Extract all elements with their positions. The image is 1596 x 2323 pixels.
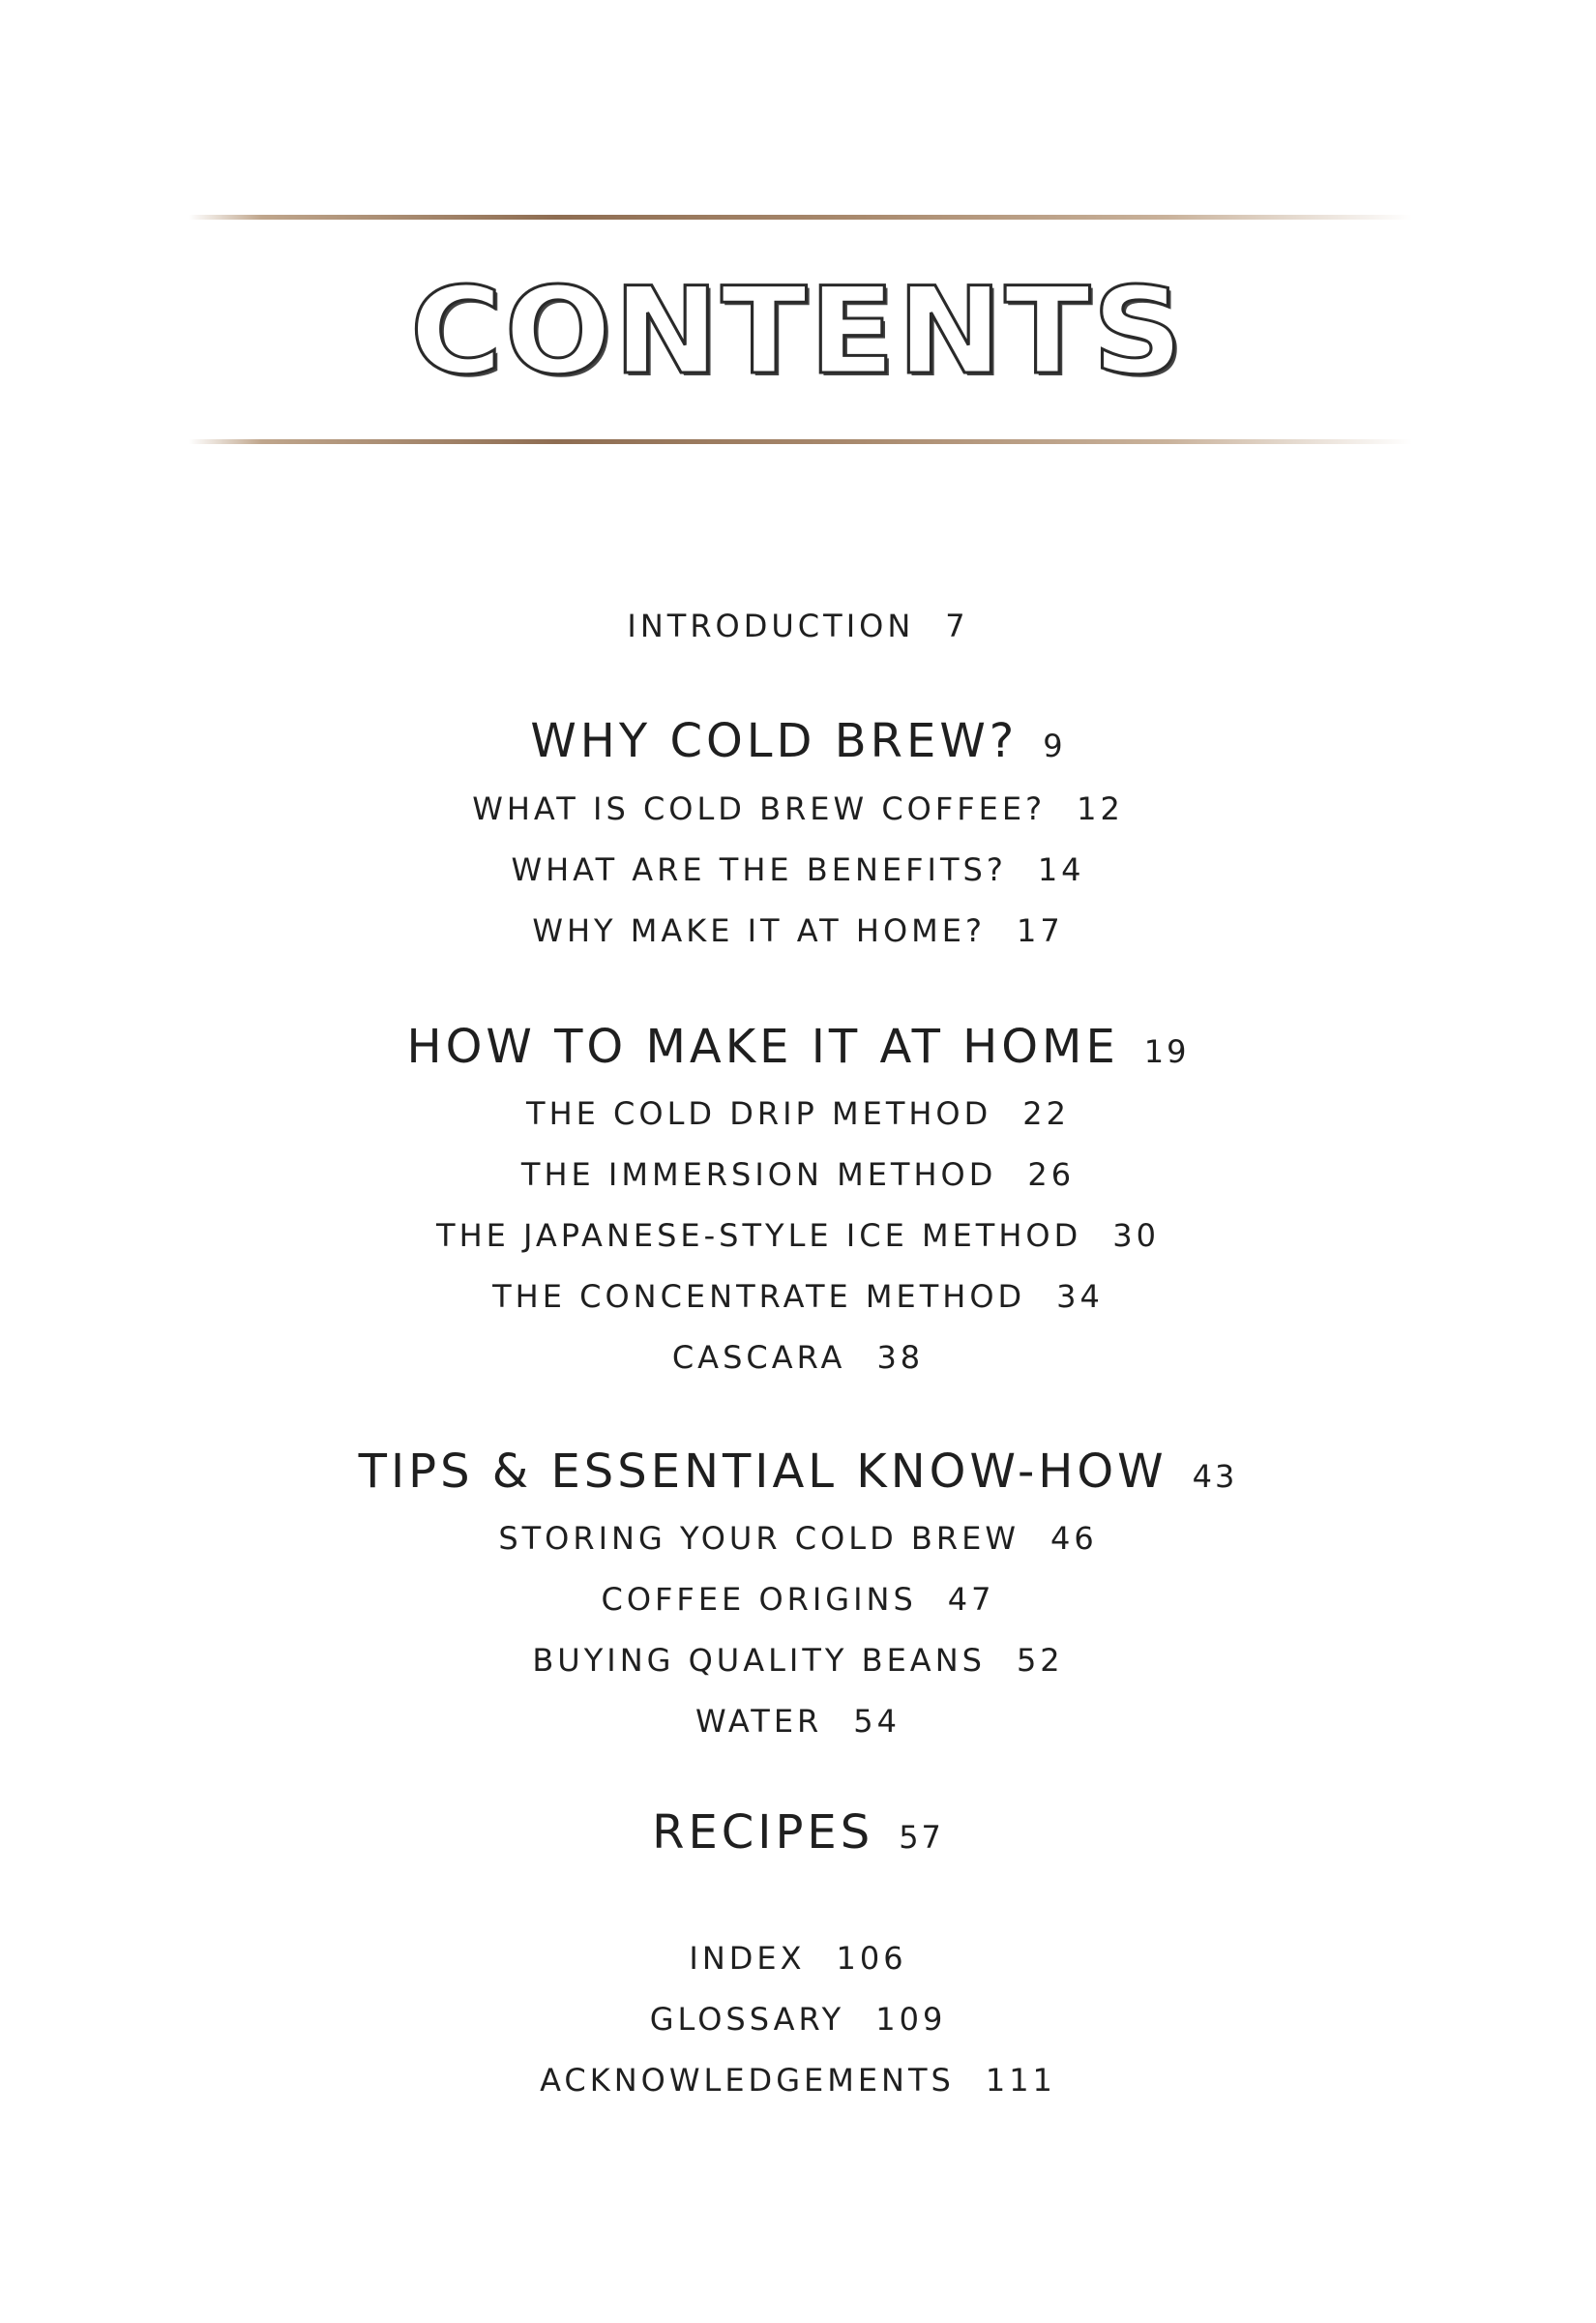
toc-entry-index: [0, 1939, 1596, 1978]
toc-entry-page: 111: [985, 2062, 1056, 2099]
toc-entry-page: 17: [1016, 912, 1064, 949]
toc-entry-label: INDEX: [689, 1940, 806, 1977]
toc-section-page: 57: [899, 1819, 944, 1856]
toc-entry-label: THE IMMERSION METHOD: [520, 1156, 997, 1193]
toc-entry-label: WATER: [695, 1703, 823, 1740]
toc-section-page: 9: [1043, 728, 1066, 764]
toc-section-tips: [0, 1444, 1596, 1504]
toc-entry-label: ACKNOWLEDGEMENTS: [540, 2062, 955, 2099]
toc-entry-label: WHAT IS COLD BREW COFFEE?: [472, 790, 1047, 827]
top-decorative-rule: [189, 215, 1412, 220]
toc-entry-label: GLOSSARY: [649, 2001, 845, 2038]
toc-entry-label: THE JAPANESE-STYLE ICE METHOD: [436, 1217, 1082, 1254]
toc-entry-acknowledgements: [0, 2061, 1596, 2100]
toc-entry-page: 54: [853, 1703, 901, 1740]
toc-entry-page: 34: [1056, 1278, 1104, 1315]
toc-entry-page: 12: [1077, 790, 1124, 827]
toc-entry-page: 47: [947, 1581, 995, 1618]
page-title: [0, 259, 1596, 404]
toc-entry-label: WHY MAKE IT AT HOME?: [532, 912, 986, 949]
toc-entry-page: 106: [836, 1940, 907, 1977]
toc-entry-page: 52: [1016, 1642, 1064, 1679]
toc-entry-label: WHAT ARE THE BENEFITS?: [511, 851, 1007, 888]
toc-entry-buying-beans: [0, 1641, 1596, 1680]
toc-entry-glossary: [0, 2000, 1596, 2039]
toc-entry-page: 7: [945, 608, 969, 644]
toc-section-label: HOW TO MAKE IT AT HOME: [406, 1020, 1119, 1074]
toc-entry-concentrate: [0, 1277, 1596, 1316]
toc-entry-label: BUYING QUALITY BEANS: [532, 1642, 986, 1679]
toc-entry-japanese-style: [0, 1216, 1596, 1255]
toc-entry-immersion: [0, 1155, 1596, 1194]
toc-entry-page: 30: [1112, 1217, 1160, 1254]
toc-entry-storing: [0, 1519, 1596, 1558]
toc-entry-label: INTRODUCTION: [627, 608, 915, 644]
toc-section-how-to-make: [0, 1019, 1596, 1080]
toc-entry-page: 22: [1022, 1095, 1070, 1132]
toc-section-page: 19: [1143, 1033, 1190, 1070]
toc-entry-introduction: [0, 607, 1596, 645]
toc-section-label: WHY COLD BREW?: [530, 714, 1019, 768]
toc-entry-page: 26: [1027, 1156, 1076, 1193]
toc-entry-page: 14: [1037, 851, 1085, 888]
toc-entry-label: CASCARA: [671, 1339, 846, 1376]
toc-entry-what-is-cold-brew: [0, 789, 1596, 828]
toc-entry-label: THE COLD DRIP METHOD: [526, 1095, 992, 1132]
toc-section-why-cold-brew: [0, 713, 1596, 774]
toc-entry-page: 46: [1049, 1520, 1098, 1557]
page-title-text: CONTENTS: [410, 262, 1186, 402]
bottom-decorative-rule: [189, 439, 1412, 444]
toc-entry-benefits: [0, 850, 1596, 889]
toc-section-page: 43: [1192, 1458, 1238, 1495]
toc-entry-cascara: [0, 1338, 1596, 1377]
toc-entry-label: STORING YOUR COLD BREW: [498, 1520, 1020, 1557]
toc-section-label: RECIPES: [652, 1805, 874, 1860]
toc-entry-label: COFFEE ORIGINS: [601, 1581, 917, 1618]
toc-entry-why-make-at-home: [0, 911, 1596, 950]
toc-entry-coffee-origins: [0, 1580, 1596, 1619]
toc-entry-page: 38: [876, 1339, 925, 1376]
toc-section-label: TIPS & ESSENTIAL KNOW-HOW: [358, 1444, 1167, 1499]
toc-entry-label: THE CONCENTRATE METHOD: [492, 1278, 1026, 1315]
toc-entry-water: [0, 1702, 1596, 1741]
toc-entry-page: 109: [875, 2001, 947, 2038]
toc-entry-cold-drip: [0, 1094, 1596, 1133]
toc-section-recipes: [0, 1804, 1596, 1865]
